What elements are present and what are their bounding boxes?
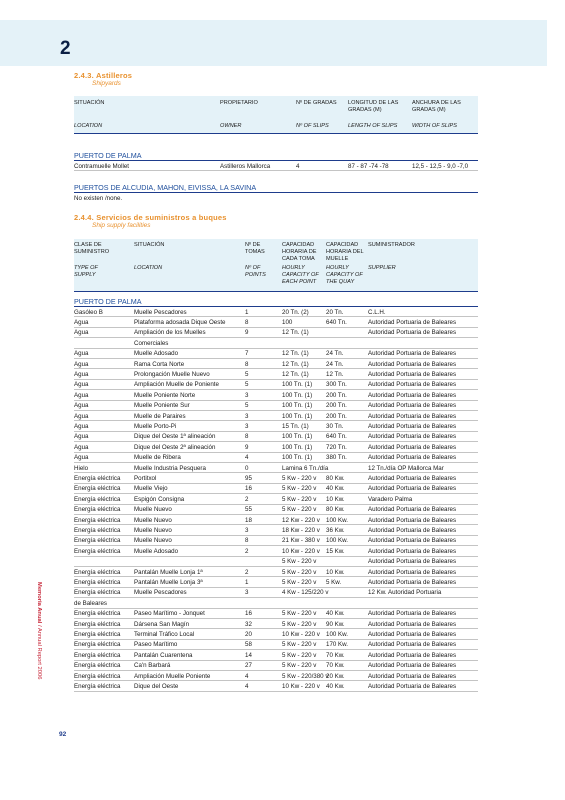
cell-suministrador: Autoridad Portuaria de Baleares bbox=[368, 682, 457, 690]
cell-cap-toma: 15 Tn. (1) bbox=[282, 422, 309, 430]
cell-situacion: Muelle Industria Pesquera bbox=[134, 464, 206, 472]
cell-tomas: 2 bbox=[245, 547, 249, 555]
cell-situacion: Dique del Oeste bbox=[134, 682, 179, 690]
th-anchura: ANCHURA DE LAS GRADAS (M) bbox=[412, 100, 461, 113]
cell-cap-muelle: 200 Tn. bbox=[326, 402, 347, 410]
cell-longitud: 87 - 87 -74 -78 bbox=[348, 162, 389, 170]
cell-situacion: Muelle de Paraires bbox=[134, 412, 186, 420]
th-hourly-quay: HOURLY CAPACITY OF THE QUAY bbox=[326, 265, 363, 285]
cell-cap-muelle: 36 Kw. bbox=[326, 526, 345, 534]
cell-tomas: 4 bbox=[245, 682, 249, 690]
cell-cap-muelle: 70 Kw. bbox=[326, 662, 345, 670]
th-situacion: SITUACIÓN bbox=[134, 242, 165, 248]
shipyards-subtitle: Shipyards bbox=[92, 80, 121, 87]
cell-clase: Agua bbox=[74, 391, 89, 399]
cell-gradas: 4 bbox=[296, 162, 300, 170]
cell-cap-muelle: 15 Kw. bbox=[326, 547, 345, 555]
cell-suministrador: Autoridad Portuaria de Baleares bbox=[368, 547, 457, 555]
cell-clase: Agua bbox=[74, 402, 89, 410]
cell-suministrador: Autoridad Portuaria de Baleares bbox=[368, 610, 457, 618]
cell-suministrador: Autoridad Portuaria de Baleares bbox=[368, 537, 457, 545]
cell-cap-muelle: 200 Tn. bbox=[326, 391, 347, 399]
cell-cap-toma: 12 Kw - 220 v bbox=[282, 516, 320, 524]
table-row bbox=[74, 598, 478, 608]
cell-suministrador: Autoridad Portuaria de Baleares bbox=[368, 329, 457, 337]
cell-cap-muelle: 100 Kw. bbox=[326, 516, 349, 524]
cell-tomas: 32 bbox=[245, 620, 252, 628]
cell-clase: Agua bbox=[74, 360, 89, 368]
th-tomas: Nº DE TOMAS bbox=[245, 242, 265, 255]
th-gradas: Nº DE GRADAS bbox=[296, 100, 337, 106]
cell-tomas: 14 bbox=[245, 651, 252, 659]
chapter-number: 2 bbox=[60, 38, 71, 59]
cell-tomas: 9 bbox=[245, 329, 249, 337]
cell-situacion: Prolongación Muelle Nuevo bbox=[134, 370, 210, 378]
th-longitud: LONGITUD DE LAS GRADAS (M) bbox=[348, 100, 399, 113]
cell-clase: Hielo bbox=[74, 464, 89, 472]
cell-situacion: Pantalán Cuarentena bbox=[134, 651, 193, 659]
cell-situacion: Muelle Adosado bbox=[134, 350, 179, 358]
cell-suministrador: Autoridad Portuaria de Baleares bbox=[368, 454, 457, 462]
supply-group-palma: PUERTO DE PALMA bbox=[74, 297, 142, 306]
cell-cap-muelle: 200 Tn. bbox=[326, 412, 347, 420]
cell-cap-muelle: 24 Tn. bbox=[326, 360, 344, 368]
table-row bbox=[74, 359, 478, 369]
cell-cap-muelle: 10 Kw. bbox=[326, 568, 345, 576]
table-row bbox=[74, 307, 478, 317]
cell-cap-toma: 100 Tn. (1) bbox=[282, 381, 313, 389]
cell-cap-toma: 5 Kw - 220/380 v bbox=[282, 672, 329, 680]
cell-situacion: Espigón Consigna bbox=[134, 495, 185, 503]
cell-tomas: 9 bbox=[245, 443, 249, 451]
table-row bbox=[74, 619, 478, 629]
shipyards-group-others: PUERTOS DE ALCUDIA, MAHON, EIVISSA, LA SAVINA bbox=[74, 183, 257, 192]
th-slips: Nº OF SLIPS bbox=[296, 123, 329, 129]
cell-suministrador: Autoridad Portuaria de Baleares bbox=[368, 433, 457, 441]
cell-clase: Energía eléctrica bbox=[74, 641, 121, 649]
cell-tomas: 1 bbox=[245, 308, 249, 316]
cell-tomas: 8 bbox=[245, 433, 249, 441]
cell-clase: Energía eléctrica bbox=[74, 662, 121, 670]
cell-clase: Agua bbox=[74, 433, 89, 441]
cell-tomas: 16 bbox=[245, 485, 252, 493]
th-supplier: SUPPLIER bbox=[368, 265, 396, 271]
cell-clase: Energía eléctrica bbox=[74, 506, 121, 514]
cell-suministrador: Autoridad Portuaria de Baleares bbox=[368, 370, 457, 378]
cell-suministrador: Autoridad Portuaria de Baleares bbox=[368, 360, 457, 368]
cell-tomas: 55 bbox=[245, 506, 252, 514]
cell-cap-muelle: 380 Tn. bbox=[326, 454, 347, 462]
cell-tomas: 3 bbox=[245, 526, 249, 534]
chapter-header-band bbox=[0, 20, 547, 66]
cell-clase: Energía eléctrica bbox=[74, 474, 121, 482]
cell-cap-toma: 5 Kw - 220 v bbox=[282, 558, 317, 566]
cell-cap-muelle: 100 Kw. bbox=[326, 630, 349, 638]
cell-suministrador: Autoridad Portuaria de Baleares bbox=[368, 672, 457, 680]
cell-clase: Energía eléctrica bbox=[74, 526, 121, 534]
cell-cap-toma: 4 Kw - 125/220 v bbox=[282, 589, 329, 597]
th-propietario: PROPIETARIO bbox=[220, 100, 258, 106]
cell-suministrador: Autoridad Portuaria de Baleares bbox=[368, 412, 457, 420]
cell-suministrador: Autoridad Portuaria de Baleares bbox=[368, 350, 457, 358]
cell-anchura: 12,5 - 12,5 - 9,0 -7,0 bbox=[412, 162, 469, 170]
cell-cap-toma: 12 Tn. (1) bbox=[282, 350, 309, 358]
cell-tomas: 4 bbox=[245, 672, 249, 680]
th-situacion: SITUACIÓN bbox=[74, 100, 105, 106]
cell-cap-toma: 10 Kw - 220 v bbox=[282, 682, 320, 690]
cell-cap-toma: 100 Tn. (1) bbox=[282, 443, 313, 451]
table-row bbox=[74, 494, 478, 504]
table-row bbox=[74, 505, 478, 515]
cell-situacion: Muelle Poniente Sur bbox=[134, 402, 190, 410]
cell-clase: Energía eléctrica bbox=[74, 682, 121, 690]
cell-clase: Energía eléctrica bbox=[74, 495, 121, 503]
cell-clase: Energía eléctrica bbox=[74, 537, 121, 545]
table-row bbox=[74, 640, 478, 650]
cell-clase: Agua bbox=[74, 381, 89, 389]
others-note: No existen /none. bbox=[74, 195, 123, 202]
cell-cap-toma: 5 Kw - 220 v bbox=[282, 651, 317, 659]
table-row bbox=[74, 661, 478, 671]
cell-situacion: Ampliación Muelle Poniente bbox=[134, 672, 211, 680]
table-row bbox=[74, 421, 478, 431]
cell-cap-muelle: 70 Kw. bbox=[326, 651, 345, 659]
cell-cap-muelle: 40 Kw. bbox=[326, 682, 345, 690]
table-row bbox=[74, 671, 478, 681]
table-row bbox=[74, 650, 478, 660]
cell-situacion: Muelle Nuevo bbox=[134, 537, 172, 545]
cell-clase: Agua bbox=[74, 454, 89, 462]
cell-cap-toma: 21 Kw - 380 v bbox=[282, 537, 320, 545]
cell-clase: Energía eléctrica bbox=[74, 547, 121, 555]
group-divider bbox=[74, 192, 478, 193]
cell-suministrador: 12 Tn./día OP Mallorca Mar bbox=[368, 464, 444, 472]
table-row bbox=[74, 536, 478, 546]
cell-clase: Energía eléctrica bbox=[74, 630, 121, 638]
cell-cap-toma: 10 Kw - 220 v bbox=[282, 630, 320, 638]
cell-cap-toma: 5 Kw - 220 v bbox=[282, 568, 317, 576]
table-row bbox=[74, 401, 478, 411]
cell-tomas: 5 bbox=[245, 402, 249, 410]
cell-clase: Energía eléctrica bbox=[74, 651, 121, 659]
cell-situacion: Muelle Pescadores bbox=[134, 589, 187, 597]
th-owner: OWNER bbox=[220, 123, 242, 129]
cell-situacion: Paseo Marítimo bbox=[134, 641, 178, 649]
cell-clase: Agua bbox=[74, 350, 89, 358]
cell-suministrador: Autoridad Portuaria de Baleares bbox=[368, 641, 457, 649]
cell-suministrador: Autoridad Portuaria de Baleares bbox=[368, 402, 457, 410]
table-row bbox=[74, 411, 478, 421]
cell-tomas: 8 bbox=[245, 360, 249, 368]
cell-situacion: Muelle Poniente Norte bbox=[134, 391, 196, 399]
cell-tomas: 18 bbox=[245, 516, 252, 524]
cell-situacion: Terminal Tráfico Local bbox=[134, 630, 195, 638]
cell-situacion: Muelle de Ribera bbox=[134, 454, 181, 462]
table-row bbox=[74, 546, 478, 556]
cell-suministrador: Autoridad Portuaria de Baleares bbox=[368, 620, 457, 628]
cell-clase: Energía eléctrica bbox=[74, 568, 121, 576]
cell-suministrador: Autoridad Portuaria de Baleares bbox=[368, 391, 457, 399]
cell-cap-toma: 5 Kw - 220 v bbox=[282, 620, 317, 628]
cell-cap-toma: 5 Kw - 220 v bbox=[282, 495, 317, 503]
page-number: 92 bbox=[59, 731, 67, 738]
th-width: WIDTH OF SLIPS bbox=[412, 123, 457, 129]
cell-suministrador: Autoridad Portuaria de Baleares bbox=[368, 422, 457, 430]
cell-cap-toma: 12 Tn. (1) bbox=[282, 329, 309, 337]
shipyards-title: 2.4.3. Astilleros bbox=[74, 71, 133, 80]
cell-situacion: Muelle Adosado bbox=[134, 547, 179, 555]
table-row bbox=[74, 390, 478, 400]
cell-cap-muelle: 80 Kw. bbox=[326, 506, 345, 514]
cell-tomas: 58 bbox=[245, 641, 252, 649]
cell-cap-muelle: 20 Kw. bbox=[326, 672, 345, 680]
supply-title: 2.4.4. Servicios de suministros a buques bbox=[74, 213, 227, 222]
cell-cap-muelle: 30 Tn. bbox=[326, 422, 344, 430]
table-row bbox=[74, 557, 478, 567]
cell-tomas: 3 bbox=[245, 391, 249, 399]
cell-suministrador: Autoridad Portuaria de Baleares bbox=[368, 568, 457, 576]
table-row bbox=[74, 577, 478, 587]
cell-cap-toma: 20 Tn. (2) bbox=[282, 308, 309, 316]
cell-situacion: Ampliación Muelle de Poniente bbox=[134, 381, 219, 389]
th-length: LENGTH OF SLIPS bbox=[348, 123, 398, 129]
cell-cap-toma: 100 Tn. (1) bbox=[282, 454, 313, 462]
cell-cap-toma: 18 Kw - 220 v bbox=[282, 526, 320, 534]
cell-clase: Energía eléctrica bbox=[74, 620, 121, 628]
th-cap-muelle: CAPACIDAD HORARIA DEL MUELLE bbox=[326, 242, 364, 262]
cell-suministrador: Autoridad Portuaria de Baleares bbox=[368, 506, 457, 514]
cell-clase: Energía eléctrica bbox=[74, 589, 121, 597]
cell-situacion: Comerciales bbox=[134, 339, 169, 347]
supply-subtitle: Ship supply facilities bbox=[92, 222, 151, 229]
cell-suministrador: C.L.H. bbox=[368, 308, 386, 316]
cell-tomas: 5 bbox=[245, 381, 249, 389]
cell-cap-toma: 100 bbox=[282, 318, 293, 326]
cell-clase: Agua bbox=[74, 412, 89, 420]
th-location: LOCATION bbox=[74, 123, 103, 129]
cell-situacion: Dársena San Magín bbox=[134, 620, 190, 628]
cell-suministrador: Autoridad Portuaria de Baleares bbox=[368, 443, 457, 451]
side-label-rest: / Annual Report 2006 bbox=[36, 623, 42, 680]
cell-clase: Agua bbox=[74, 318, 89, 326]
cell-situacion: Ca'n Barbará bbox=[134, 662, 171, 670]
cell-suministrador: Autoridad Portuaria de Baleares bbox=[368, 381, 457, 389]
cell-situacion: Rama Corta Norte bbox=[134, 360, 185, 368]
th-cap-toma: CAPACIDAD HORARIA DE CADA TOMA bbox=[282, 242, 317, 262]
cell-tomas: 16 bbox=[245, 610, 252, 618]
cell-tomas: 95 bbox=[245, 474, 252, 482]
cell-cap-muelle: 640 Tn. bbox=[326, 433, 347, 441]
table-row bbox=[74, 463, 478, 473]
table-row bbox=[74, 161, 478, 171]
cell-situacion: Contramuelle Mollet bbox=[74, 162, 130, 170]
shipyards-group-palma: PUERTO DE PALMA bbox=[74, 151, 142, 160]
cell-situacion: Dique del Oeste 2ª alineación bbox=[134, 443, 216, 451]
side-label-bold: Memoria Anual bbox=[36, 582, 42, 624]
cell-clase: Agua bbox=[74, 422, 89, 430]
cell-suministrador: Varadero Palma bbox=[368, 495, 413, 503]
cell-cap-muelle: 5 Kw. bbox=[326, 578, 342, 586]
cell-tomas: 3 bbox=[245, 422, 249, 430]
cell-cap-toma: 5 Kw - 220 v bbox=[282, 485, 317, 493]
cell-cap-toma: 5 Kw - 220 v bbox=[282, 578, 317, 586]
cell-tomas: 2 bbox=[245, 568, 249, 576]
th-location: LOCATION bbox=[134, 265, 163, 271]
table-row bbox=[74, 567, 478, 577]
shipyards-table-header bbox=[74, 96, 478, 134]
cell-cap-muelle: 20 Tn. bbox=[326, 308, 344, 316]
cell-cap-muelle: 24 Tn. bbox=[326, 350, 344, 358]
cell-suministrador: Autoridad Portuaria de Baleares bbox=[368, 485, 457, 493]
th-suministrador: SUMINISTRADOR bbox=[368, 242, 415, 248]
cell-tomas: 3 bbox=[245, 589, 249, 597]
cell-situacion: Dique del Oeste 1ª alineación bbox=[134, 433, 216, 441]
table-row bbox=[74, 442, 478, 452]
cell-tomas: 4 bbox=[245, 454, 249, 462]
cell-situacion: Muelle Nuevo bbox=[134, 506, 172, 514]
cell-situacion: Muelle Nuevo bbox=[134, 516, 172, 524]
cell-tomas: 20 bbox=[245, 630, 252, 638]
table-row bbox=[74, 317, 478, 327]
cell-cap-muelle: 40 Kw. bbox=[326, 485, 345, 493]
annual-report-side-label bbox=[36, 582, 42, 679]
table-row bbox=[74, 473, 478, 483]
cell-cap-toma: 5 Kw - 220 v bbox=[282, 506, 317, 514]
cell-tomas: 7 bbox=[245, 350, 249, 358]
cell-clase: Agua bbox=[74, 329, 89, 337]
cell-situacion: Ampliación de los Muelles bbox=[134, 329, 206, 337]
cell-cap-muelle: 720 Tn. bbox=[326, 443, 347, 451]
cell-situacion: Muelle Porto-Pi bbox=[134, 422, 177, 430]
table-row bbox=[74, 681, 478, 691]
cell-tomas: 0 bbox=[245, 464, 249, 472]
cell-suministrador: Autoridad Portuaria de Baleares bbox=[368, 578, 457, 586]
cell-cap-toma: 5 Kw - 220 v bbox=[282, 474, 317, 482]
cell-cap-toma: 12 Tn. (1) bbox=[282, 370, 309, 378]
cell-cap-muelle: 300 Tn. bbox=[326, 381, 347, 389]
cell-cap-toma: 5 Kw - 220 v bbox=[282, 610, 317, 618]
cell-cap-muelle: 170 Kw. bbox=[326, 641, 349, 649]
cell-suministrador: Autoridad Portuaria de Baleares bbox=[368, 651, 457, 659]
cell-cap-toma: Lamina 6 Tn./día bbox=[282, 464, 329, 472]
cell-cap-muelle: 10 Kw. bbox=[326, 495, 345, 503]
cell-cap-muelle: 80 Kw. bbox=[326, 474, 345, 482]
cell-clase: Energía eléctrica bbox=[74, 516, 121, 524]
table-row bbox=[74, 609, 478, 619]
cell-situacion: Pantalán Muelle Lonja 3ª bbox=[134, 578, 203, 586]
cell-tomas: 8 bbox=[245, 537, 249, 545]
cell-cap-toma: 100 Tn. (1) bbox=[282, 433, 313, 441]
table-row bbox=[74, 380, 478, 390]
table-row bbox=[74, 349, 478, 359]
cell-suministrador: Autoridad Portuaria de Baleares bbox=[368, 630, 457, 638]
cell-clase: Energía eléctrica bbox=[74, 610, 121, 618]
th-type: TYPE OF SUPPLY bbox=[74, 265, 98, 278]
table-row bbox=[74, 432, 478, 442]
cell-cap-muelle: 90 Kw. bbox=[326, 620, 345, 628]
cell-situacion: Muelle Viejo bbox=[134, 485, 168, 493]
table-row bbox=[74, 369, 478, 379]
table-row bbox=[74, 525, 478, 535]
cell-tomas: 8 bbox=[245, 318, 249, 326]
cell-tomas: 2 bbox=[245, 495, 249, 503]
cell-tomas: 5 bbox=[245, 370, 249, 378]
table-row bbox=[74, 328, 478, 338]
cell-clase: de Baleares bbox=[74, 599, 108, 607]
cell-clase: Energía eléctrica bbox=[74, 578, 121, 586]
cell-situacion: Portitxol bbox=[134, 474, 157, 482]
table-row bbox=[74, 453, 478, 463]
cell-propietario: Astilleros Mallorca bbox=[220, 162, 271, 170]
cell-suministrador: Autoridad Portuaria de Baleares bbox=[368, 662, 457, 670]
table-row bbox=[74, 629, 478, 639]
cell-suministrador: Autoridad Portuaria de Baleares bbox=[368, 318, 457, 326]
cell-situacion: Muelle Pescadores bbox=[134, 308, 187, 316]
cell-clase: Agua bbox=[74, 370, 89, 378]
cell-suministrador: Autoridad Portuaria de Baleares bbox=[368, 558, 457, 566]
cell-cap-toma: 100 Tn. (1) bbox=[282, 412, 313, 420]
cell-situacion: Plataforma adosada Dique Oeste bbox=[134, 318, 226, 326]
cell-suministrador: Autoridad Portuaria de Baleares bbox=[368, 526, 457, 534]
cell-cap-toma: 100 Tn. (1) bbox=[282, 402, 313, 410]
cell-cap-muelle: 640 Tn. bbox=[326, 318, 347, 326]
table-row bbox=[74, 484, 478, 494]
cell-suministrador: Autoridad Portuaria de Baleares bbox=[368, 474, 457, 482]
cell-tomas: 27 bbox=[245, 662, 252, 670]
cell-cap-muelle: 40 Kw. bbox=[326, 610, 345, 618]
table-row bbox=[74, 515, 478, 525]
cell-clase: Energía eléctrica bbox=[74, 672, 121, 680]
table-row bbox=[74, 588, 478, 598]
cell-situacion: Pantalán Muelle Lonja 1ª bbox=[134, 568, 203, 576]
cell-suministrador: 12 Kw. Autoridad Portuaria bbox=[368, 589, 442, 597]
cell-tomas: 3 bbox=[245, 412, 249, 420]
th-points: Nº OF POINTS bbox=[245, 265, 266, 278]
cell-situacion: Paseo Marítimo - Jonquet bbox=[134, 610, 205, 618]
cell-cap-toma: 5 Kw - 220 v bbox=[282, 641, 317, 649]
cell-clase: Gasóleo B bbox=[74, 308, 103, 316]
th-clase: CLASE DE SUMINISTRO bbox=[74, 242, 110, 255]
supply-table-header bbox=[74, 239, 478, 292]
cell-cap-muelle: 100 Kw. bbox=[326, 537, 349, 545]
cell-cap-muelle: 12 Tn. bbox=[326, 370, 344, 378]
cell-clase: Energía eléctrica bbox=[74, 485, 121, 493]
cell-tomas: 1 bbox=[245, 578, 249, 586]
cell-clase: Agua bbox=[74, 443, 89, 451]
table-row bbox=[74, 338, 478, 348]
cell-cap-toma: 10 Kw - 220 v bbox=[282, 547, 320, 555]
cell-situacion: Muelle Nuevo bbox=[134, 526, 172, 534]
cell-cap-toma: 5 Kw - 220 v bbox=[282, 662, 317, 670]
cell-cap-toma: 100 Tn. (1) bbox=[282, 391, 313, 399]
cell-cap-toma: 12 Tn. (1) bbox=[282, 360, 309, 368]
cell-suministrador: Autoridad Portuaria de Baleares bbox=[368, 516, 457, 524]
th-hourly-point: HOURLY CAPACITY OF EACH POINT bbox=[282, 265, 319, 285]
